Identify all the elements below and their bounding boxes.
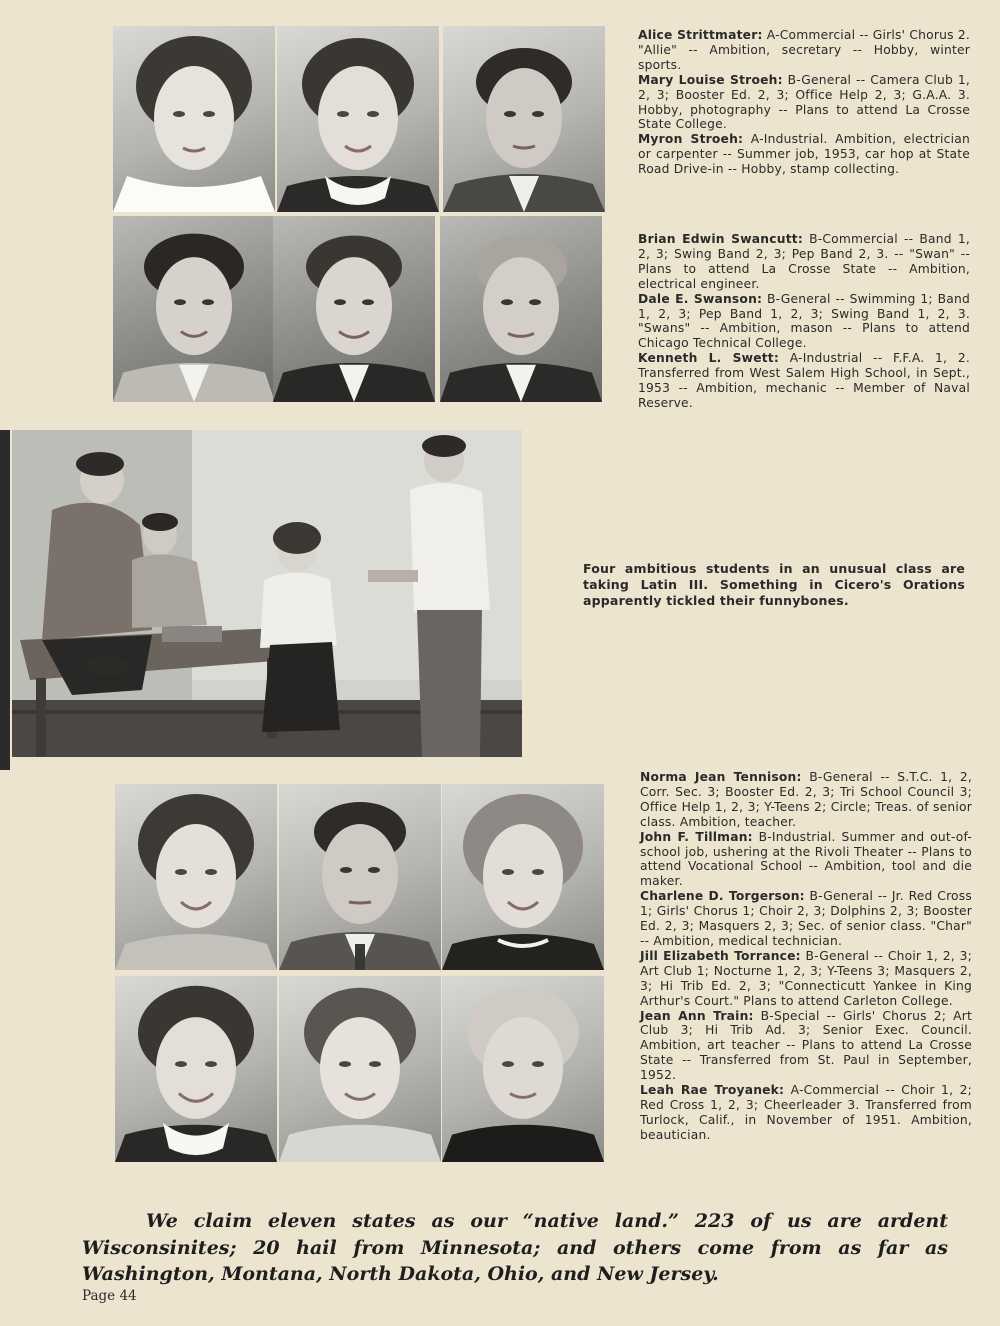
bio-text: B-Commercial -- Band 1, 2, 3; Swing Band 2, 3; Pep Band 2, 3. -- "Swan" -- Plans to attend La Crosse State -- Ambition, electrical engineer. — [638, 232, 970, 291]
bio-name: Mary Louise Stroeh: — [638, 72, 783, 87]
bio-block-section-3 — [640, 770, 972, 1143]
bio-text: B-General -- Swimming 1; Band 1, 2, 3; Pep Band 1, 2, 3; Swing Band 1, 2, 3. "Swans" -- Ambition, mason -- Plans to attend Chicago Technical College. — [638, 291, 970, 351]
bio-text: A-Commercial -- Girls' Chorus 2. "Allie" -- Ambition, secretary -- Hobby, winter sports. — [638, 28, 970, 72]
group-photo-caption: Four ambitious students in an unusual class are taking Latin III. Something in Cicero's Orations apparently tickled their funnybones. — [583, 561, 965, 608]
portrait-myron-stroeh — [443, 26, 605, 212]
portrait-dale-e-swanson — [273, 216, 435, 402]
bio-name: Charlene D. Torgerson: — [640, 889, 805, 904]
portrait-norma-jean-tennison — [115, 784, 277, 970]
bio-name: Myron Stroeh: — [638, 132, 744, 147]
bio-text: B-General -- Jr. Red Cross 1; Girls' Chorus 1; Choir 2, 3; Dolphins 2, 3; Booster Ed. 2, 3; Masquers 2, 3; Sec. of senior class. "Char" -- Ambition, medical technician. — [640, 889, 972, 948]
portrait-leah-rae-troyanek — [442, 976, 604, 1162]
bio-entry — [640, 1009, 972, 1084]
bio-name: Jill Elizabeth Torrance: — [640, 948, 801, 963]
page-number: Page 44 — [82, 1288, 137, 1304]
bio-name: Jean Ann Train: — [640, 1008, 754, 1023]
bio-entry — [640, 830, 972, 890]
bio-name: Kenneth L. Swett: — [638, 351, 780, 366]
group-photo-latin-class — [12, 430, 522, 757]
bio-entry — [638, 28, 970, 73]
bio-entry — [638, 73, 970, 133]
bio-entry — [638, 351, 970, 411]
bio-entry — [638, 132, 970, 177]
bio-entry — [640, 949, 972, 1009]
bio-text: A-Industrial -- F.F.A. 1, 2. Transferred from West Salem High School, in Sept., 1953 -- Ambition, mechanic -- Member of Naval Reserve. — [638, 351, 970, 410]
bio-text: B-Industrial. Summer and out-of-school job, ushering at the Rivoli Theater -- Plans to attend Vocational School -- Ambition, tool and die maker. — [640, 829, 972, 889]
bio-entry — [640, 770, 972, 830]
bio-name: Brian Edwin Swancutt: — [638, 232, 803, 246]
bio-entry — [640, 889, 972, 949]
bio-name: Alice Strittmater: — [638, 28, 763, 42]
bio-name: Norma Jean Tennison: — [640, 770, 802, 784]
bio-text: A-Commercial -- Choir 1, 2; Red Cross 1, 2, 3; Cheerleader 3. Transferred from Turlock, Calif., in November of 1951. Ambition, beautician. — [640, 1083, 972, 1142]
portrait-john-f-tillman — [279, 784, 441, 970]
portrait-alice-strittmater — [113, 26, 275, 212]
bio-name: John F. Tillman: — [640, 829, 753, 844]
bio-entry — [640, 1083, 972, 1143]
portrait-charlene-d-torgerson — [442, 784, 604, 970]
closing-statement: We claim eleven states as our “native land.” 223 of us are ardent Wisconsinites; 20 hail from Minnesota; and others come from as far as Washington, Montana, North Dakota, Ohio, and New Jersey. — [82, 1210, 948, 1285]
bio-text: B-General -- Choir 1, 2, 3; Art Club 1; Nocturne 1, 2, 3; Y-Teens 3; Masquers 2, 3; Hi Trib Ed. 2, 3; "Connecticutt Yankee in King Arthur's Court." Plans to attend Carleton College. — [640, 948, 972, 1008]
bio-name: Leah Rae Troyanek: — [640, 1083, 785, 1098]
bio-entry — [638, 232, 970, 292]
bio-text: B-Special -- Girls' Chorus 2; Art Club 3; Hi Trib Ad. 3; Senior Exec. Council. Ambition, art teacher -- Plans to attend La Crosse State -- Transferred from St. Paul in September, 1952. — [640, 1008, 972, 1083]
bio-text: B-General -- S.T.C. 1, 2, Corr. Sec. 3; Booster Ed. 2, 3; Tri School Council 3; Office Help 1, 2, 3; Y-Teens 2; Circle; Treas. of senior class. Ambition, teacher. — [640, 770, 973, 829]
bio-entry — [638, 292, 970, 352]
portrait-brian-edwin-swancutt — [113, 216, 275, 402]
portrait-mary-louise-stroeh — [277, 26, 439, 212]
bio-text: B-General -- Camera Club 1, 2, 3; Booster Ed. 2, 3; Office Help 2, 3; G.A.A. 3. Hobby, photography -- Plans to attend La Crosse State College. — [638, 72, 970, 132]
bio-text: A-Industrial. Ambition, electrician or carpenter -- Summer job, 1953, car hop at State Road Drive-in -- Hobby, stamp collecting. — [638, 132, 970, 177]
bio-block-section-1 — [638, 28, 970, 177]
page-binding-edge — [0, 430, 10, 770]
portrait-jill-elizabeth-torrance — [115, 976, 277, 1162]
bio-block-section-2 — [638, 232, 970, 411]
portrait-jean-ann-train — [279, 976, 441, 1162]
portrait-kenneth-l-swett — [440, 216, 602, 402]
bio-name: Dale E. Swanson: — [638, 291, 763, 306]
